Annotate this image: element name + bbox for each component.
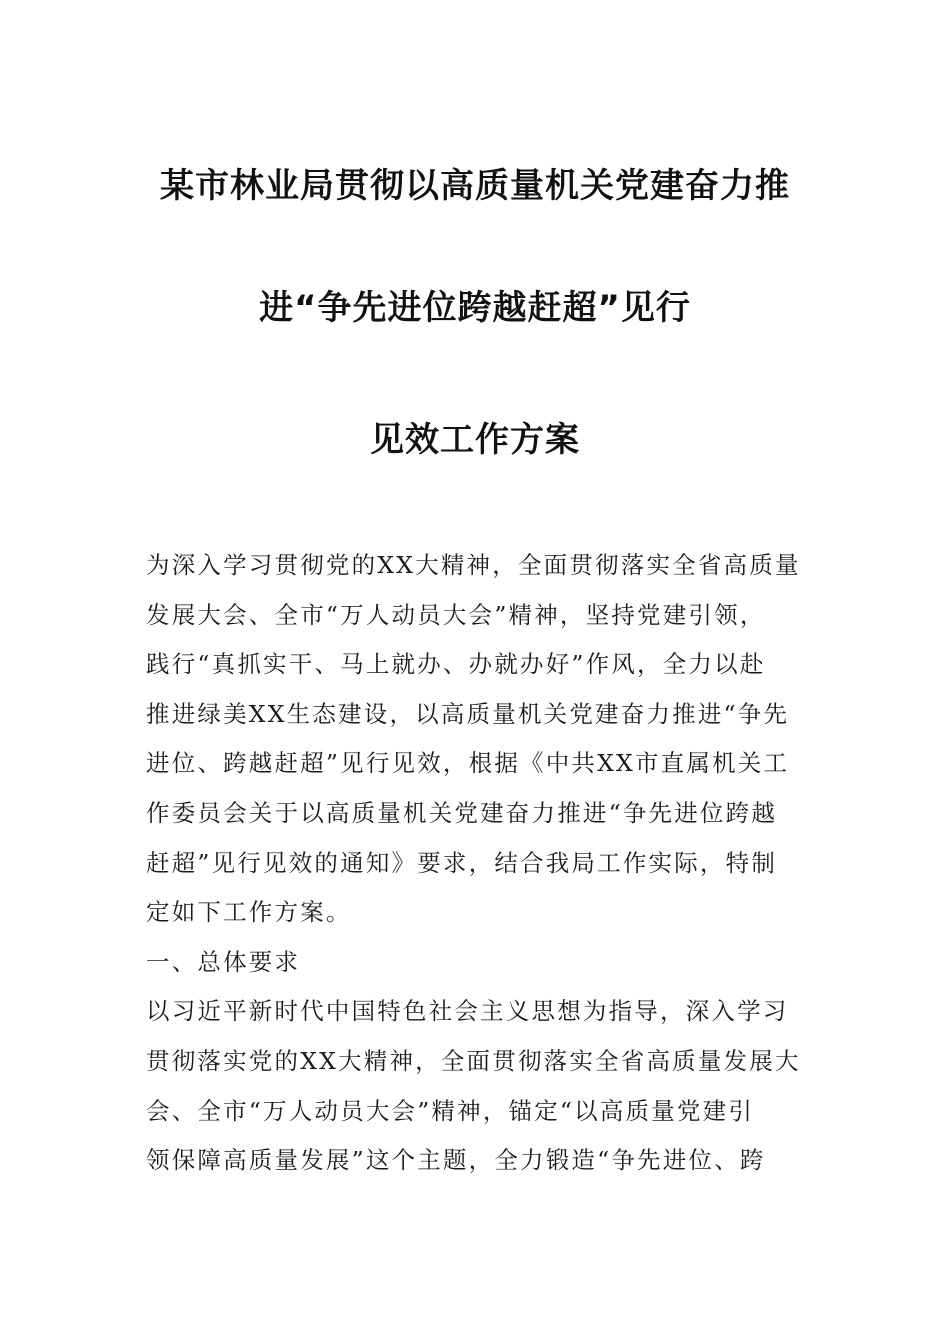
document-title-line-2: 进“争先进位跨越赶超”见行 xyxy=(259,288,691,328)
intro-paragraph-line: 推进绿美XX生态建设，以高质量机关党建奋力推进“争先 xyxy=(146,699,790,728)
intro-paragraph-line: 践行“真抓实干、马上就办、办就办好”作风，全力以赴 xyxy=(146,650,766,679)
intro-paragraph-line: 定如下工作方案。 xyxy=(146,898,352,927)
intro-paragraph-line: 赶超”见行见效的通知》要求，结合我局工作实际，特制 xyxy=(146,848,778,877)
document-title-line-1: 某市林业局贯彻以高质量机关党建奋力推 xyxy=(160,166,790,206)
document-title-line-3: 见效工作方案 xyxy=(370,420,580,460)
intro-paragraph-line: 为深入学习贯彻党的XX大精神，全面贯彻落实全省高质量 xyxy=(146,551,801,579)
intro-paragraph-line: 作委员会关于以高质量机关党建奋力推进“争先进位跨越 xyxy=(146,798,778,827)
section-paragraph-line: 以习近平新时代中国特色社会主义思想为指导，深入学习 xyxy=(146,997,789,1026)
intro-paragraph-line: 进位、跨越赶超”见行见效，根据《中共XX市直属机关工 xyxy=(146,749,790,778)
intro-paragraph-line: 发展大会、全市“万人动员大会”精神，坚持党建引领， xyxy=(146,600,766,629)
section-paragraph-line: 会、全市“万人动员大会”精神，锚定“以高质量党建引 xyxy=(146,1096,755,1125)
document-body xyxy=(146,541,806,1186)
section-heading: 一、总体要求 xyxy=(146,947,301,976)
section-paragraph-line: 领保障高质量发展”这个主题，全力锻造“争先进位、跨 xyxy=(146,1146,766,1175)
section-paragraph-line: 贯彻落实党的XX大精神，全面贯彻落实全省高质量发展大 xyxy=(146,1046,801,1075)
